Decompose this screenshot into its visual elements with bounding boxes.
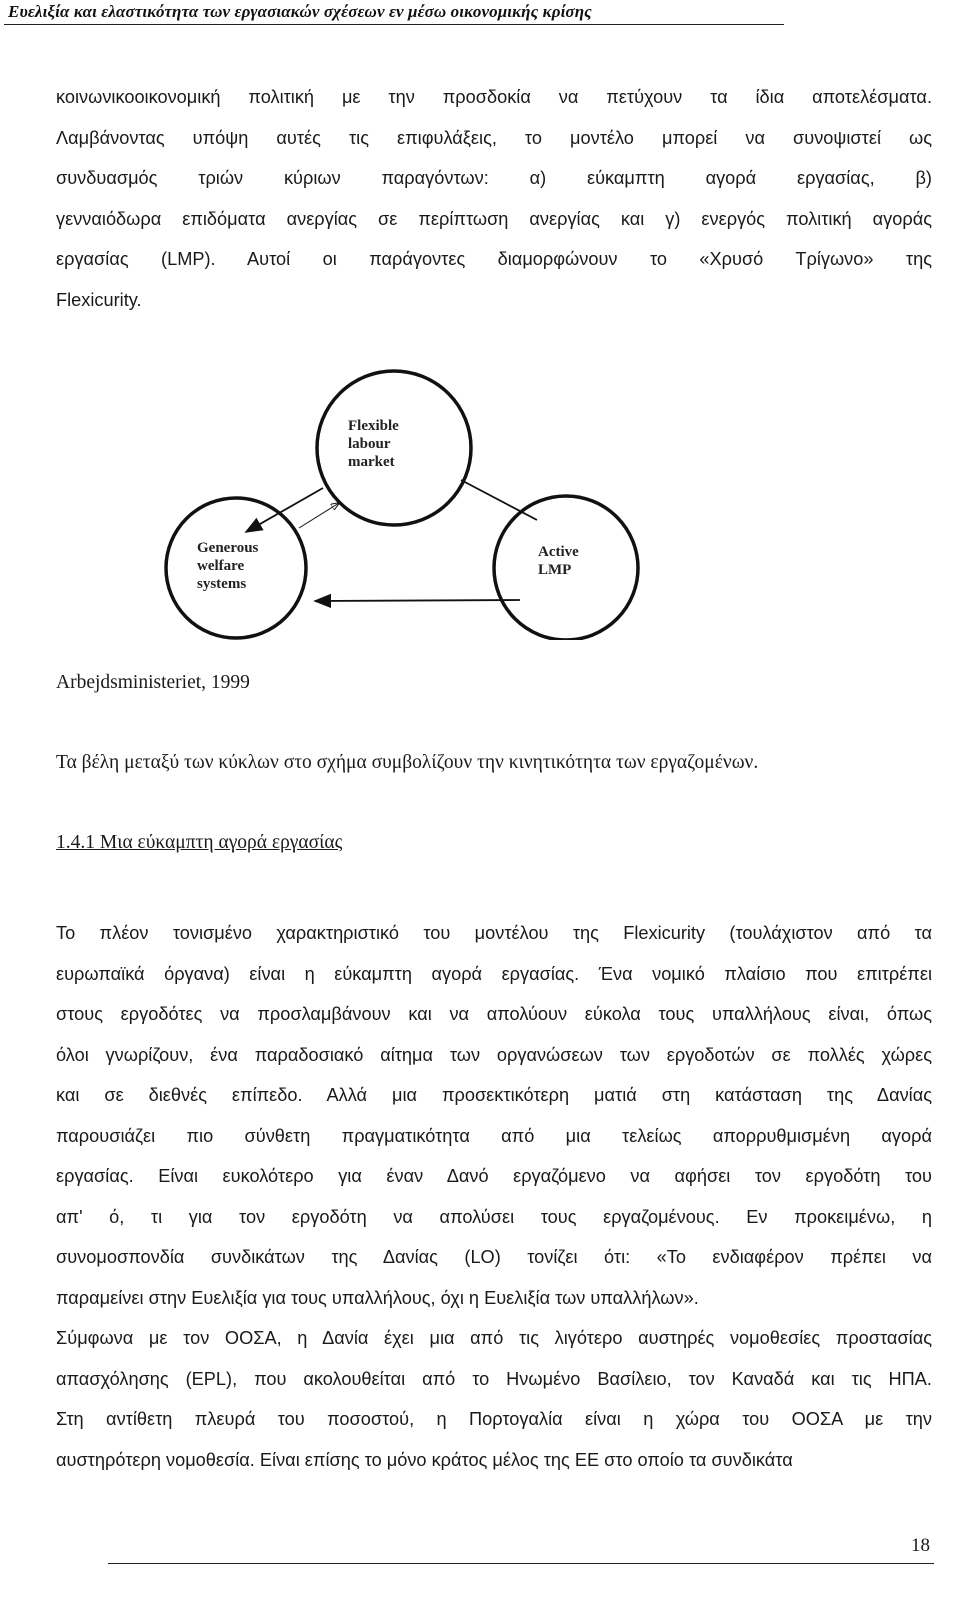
golden-triangle-diagram: [160, 360, 680, 640]
page-number: 18: [911, 1535, 930, 1556]
flexible-labour-market-circle: [317, 371, 471, 525]
body-line: απασχόλησης (EPL), που ακολουθείται από το Ηνωμένο Βασίλειο, τον Καναδά και τις ΗΠΑ.: [56, 1368, 932, 1389]
body-line: Το πλέον τονισμένο χαρακτηριστικό του μοντέλου της Flexicurity (τουλάχιστον από τα: [56, 923, 932, 943]
body-line: όλοι γνωρίζουν, ένα παραδοσιακό αίτημα των οργανώσεων των εργοδοτών σε πολλές χώρες: [56, 1044, 932, 1065]
arrow-market-to-welfare: [246, 488, 323, 532]
body-line: εργασίας. Είναι ευκολότερο για έναν Δανό εργαζόμενο να αφήσει τον εργοδότη του: [56, 1166, 932, 1186]
intro-line: Flexicurity.: [56, 289, 142, 310]
running-header-title: Ευελιξία και ελαστικότητα των εργασιακών σχέσεων εν μέσω οικονομικής κρίσης: [8, 2, 592, 21]
intro-line: κοινωνικοοικονομική πολιτική με την προσδοκία να πετύχουν τα ίδια αποτελέσματα.: [56, 87, 932, 107]
left-label-3: systems: [197, 576, 247, 592]
top-label-2: labour: [348, 436, 391, 452]
intro-paragraph: [56, 77, 932, 320]
left-label-1: Generous: [197, 540, 259, 556]
body-line: απ' ό, τι για τον εργοδότη να απολύσει τους εργαζομένους. Εν προκειμένω, η: [56, 1206, 932, 1227]
left-label-2: welfare: [197, 558, 245, 574]
body-line: αυστηρότερη νομοθεσία. Είναι επίσης το μόνο κράτος μέλος της ΕΕ στο οποίο τα συνδικάτα: [56, 1449, 793, 1470]
body-line: παρουσιάζει πιο σύνθετη πραγματικότητα από μια τελείως απορρυθμισμένη αγορά: [56, 1125, 932, 1146]
intro-line: εργασίας (LMP). Αυτοί οι παράγοντες διαμορφώνουν το «Χρυσό Τρίγωνο» της: [56, 249, 932, 269]
top-label-1: Flexible: [348, 418, 399, 434]
header-rule: [4, 24, 784, 25]
arrow-welfare-to-market: [299, 503, 339, 528]
figure-description: Τα βέλη μεταξύ των κύκλων στο σχήμα συμβολίζουν την κινητικότητα των εργαζομένων.: [56, 752, 759, 773]
arrow-lmp-to-welfare: [315, 600, 520, 601]
footer-rule: [108, 1563, 934, 1564]
right-label-1: Active: [538, 544, 579, 560]
body-line: στους εργοδότες να προσλαμβάνουν και να απολύουν εύκολα τους υπαλλήλους είναι, όπως: [56, 1004, 932, 1024]
top-label-3: market: [348, 454, 395, 470]
body-line: Στη αντίθετη πλευρά του ποσοστού, η Πορτογαλία είναι η χώρα του ΟΟΣΑ με την: [56, 1409, 932, 1429]
body-line: παραμείνει στην Ευελιξία για τους υπαλλήλους, όχι η Ευελιξία των υπαλλήλων».: [56, 1287, 699, 1308]
body-line: και σε διεθνές επίπεδο. Αλλά μια προσεκτικότερη ματιά στη κατάσταση της Δανίας: [56, 1085, 932, 1105]
body-line: Σύμφωνα με τον ΟΟΣΑ, η Δανία έχει μια από τις λιγότερο αυστηρές νομοθεσίες προστασίας: [56, 1328, 932, 1348]
intro-line: συνδυασμός τριών κύριων παραγόντων: α) εύκαμπτη αγορά εργασίας, β): [56, 168, 932, 188]
intro-line: γενναιόδωρα επιδόματα ανεργίας σε περίπτωση ανεργίας και γ) ενεργός πολιτική αγοράς: [56, 208, 932, 229]
section-heading: 1.4.1 Μια εύκαμπτη αγορά εργασίας: [56, 832, 343, 853]
arrow-market-to-lmp-line: [461, 480, 537, 520]
golden-triangle-figure: [160, 360, 680, 640]
figure-source: Arbejdsministeriet, 1999: [56, 672, 250, 693]
body-paragraph: [56, 913, 932, 1480]
right-label-2: LMP: [538, 562, 572, 578]
intro-line: Λαμβάνοντας υπόψη αυτές τις επιφυλάξεις, το μοντέλο μπορεί να συνοψιστεί ως: [56, 127, 932, 148]
body-line: συνομοσπονδία συνδικάτων της Δανίας (LO) τονίζει ότι: «Το ενδιαφέρον πρέπει να: [56, 1247, 932, 1267]
body-line: ευρωπαϊκά όργανα) είναι η εύκαμπτη αγορά εργασίας. Ένα νομικό πλαίσιο που επιτρέπει: [56, 963, 932, 984]
